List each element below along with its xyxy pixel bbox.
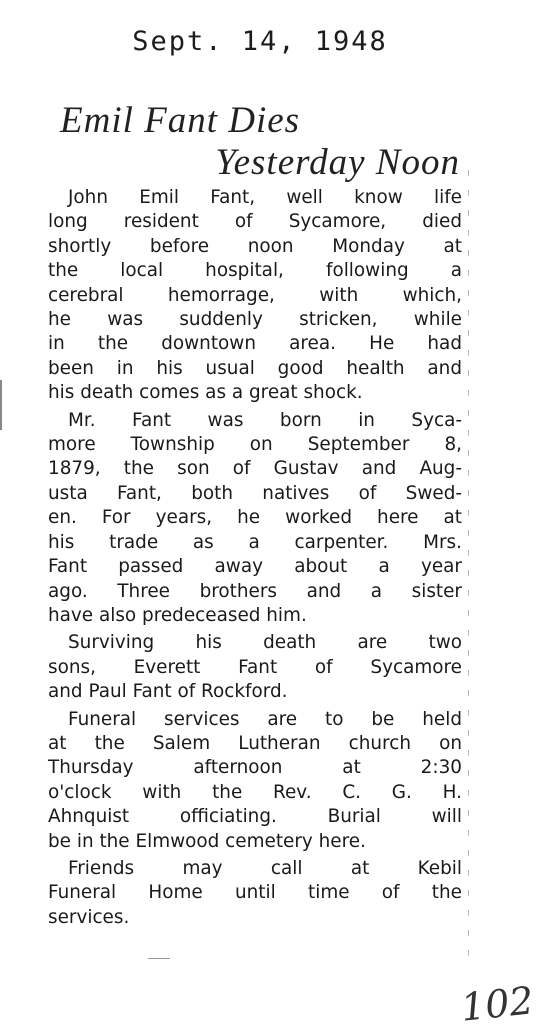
scan-edge-mark [0, 380, 2, 430]
newspaper-clipping [40, 100, 470, 933]
article-line: have also predeceased him. [48, 604, 307, 626]
article-line: Funeral services are to be held [68, 708, 462, 730]
article-body [40, 186, 470, 930]
headline [40, 100, 470, 184]
headline-line-2: Yesterday Noon [215, 142, 460, 183]
headline-line-1: Emil Fant Dies [60, 100, 301, 141]
article-line: at the Salem Lutheran church on [48, 732, 462, 754]
article-line: his death comes as a great shock. [48, 382, 363, 404]
article-line: Mr. Fant was born in Syca- [68, 409, 462, 431]
article-paragraph [40, 409, 470, 629]
end-dash [148, 958, 170, 959]
article-line: ago. Three brothers and a sister [48, 580, 462, 602]
article-line: John Emil Fant, well know life [68, 187, 462, 208]
article-line: be in the Elmwood cemetery here. [48, 830, 366, 852]
article-line: Surviving his death are two [68, 632, 462, 654]
article-line: and Paul Fant of Rockford. [48, 681, 288, 703]
article-paragraph [40, 708, 470, 854]
article-line: Fant passed away about a year [48, 556, 462, 578]
article-line: been in his usual good health and [48, 357, 462, 379]
article-line: 1879, the son of Gustav and Aug- [48, 458, 462, 480]
article-line: Friends may call at Kebil [68, 857, 462, 879]
handwritten-page-number: 102 [459, 978, 537, 1030]
article-paragraph [40, 857, 470, 930]
article-line: long resident of Sycamore, died [48, 211, 462, 233]
article-line: Ahnquist officiating. Burial will [48, 806, 462, 828]
article-line: he was suddenly stricken, while [48, 309, 462, 331]
article-paragraph [40, 186, 470, 406]
article-line: services. [48, 906, 130, 928]
article-line: shortly before noon Monday at [48, 235, 462, 257]
article-line: usta Fant, both natives of Swed- [48, 482, 462, 504]
clipping-date: Sept. 14, 1948 [132, 26, 388, 57]
article-line: cerebral hemorrage, with which, [48, 284, 462, 306]
article-line: Thursday afternoon at 2:30 [48, 757, 462, 779]
article-line: en. For years, he worked here at [48, 507, 462, 529]
article-line: Funeral Home until time of the [48, 882, 462, 904]
article-paragraph [40, 631, 470, 704]
article-line: in the downtown area. He had [48, 333, 462, 355]
article-line: his trade as a carpenter. Mrs. [48, 531, 462, 553]
article-line: o'clock with the Rev. C. G. H. [48, 781, 462, 803]
article-line: the local hospital, following a [48, 260, 462, 282]
article-line: sons, Everett Fant of Sycamore [48, 656, 462, 678]
article-line: more Township on September 8, [48, 434, 462, 456]
